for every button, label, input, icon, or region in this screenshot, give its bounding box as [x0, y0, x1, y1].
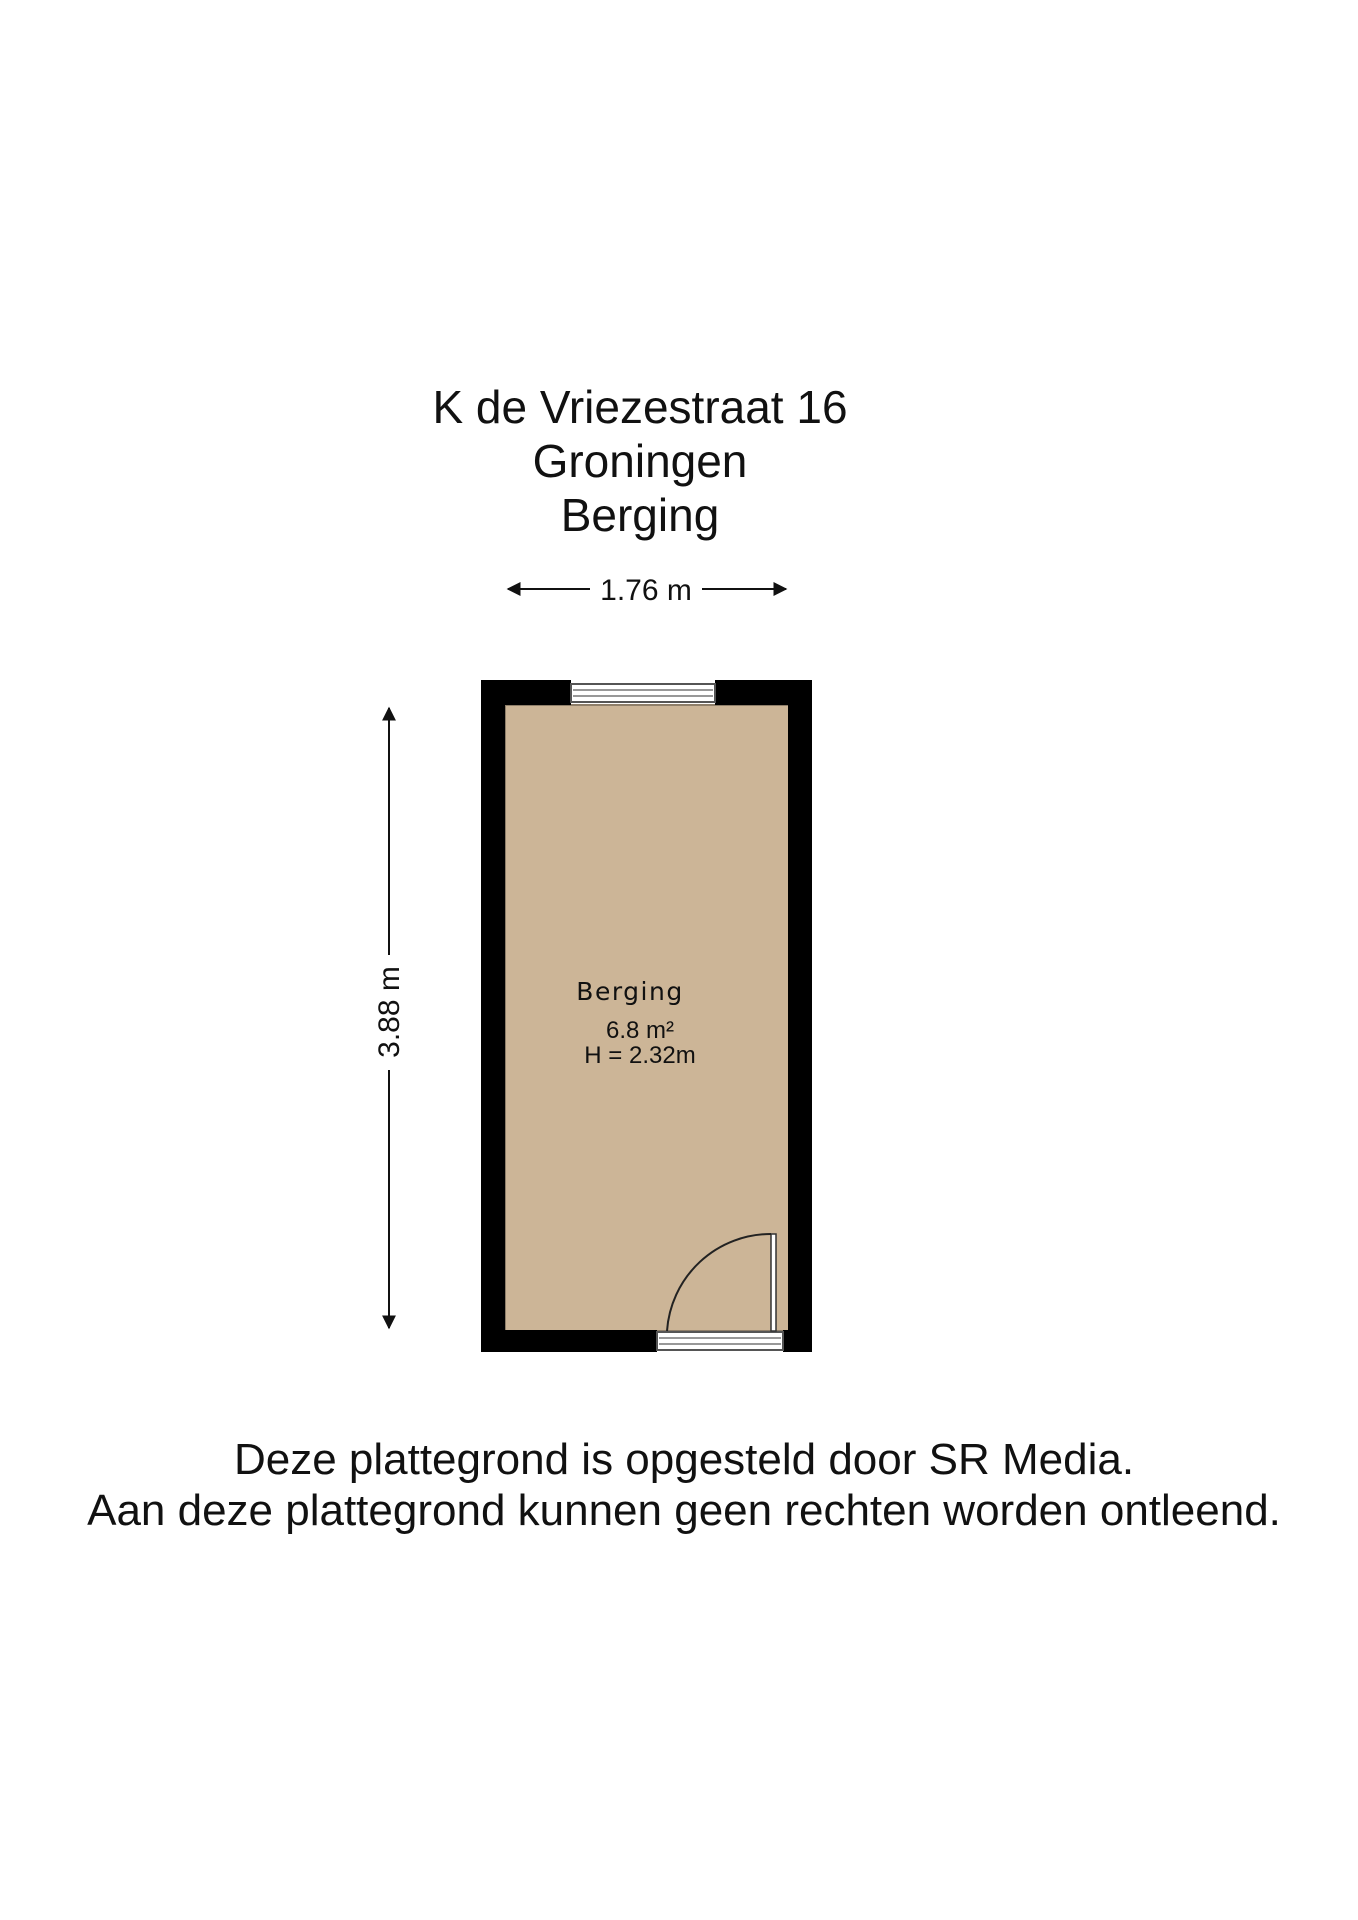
height-dimension-label: 3.88 m [373, 966, 406, 1058]
room-area: 6.8 m² [605, 1017, 675, 1044]
wall-left [481, 680, 505, 1352]
width-dimension-label: 1.76 m [600, 574, 692, 607]
disclaimer [0, 1434, 1358, 1536]
disclaimer-line-1: Deze plattegrond is opgesteld door SR Media. [233, 1435, 1135, 1484]
room-name: Berging [576, 977, 684, 1006]
wall-bottom-left [481, 1330, 657, 1352]
width-dimension [508, 574, 786, 607]
disclaimer-line-2: Aan deze plattegrond kunnen geen rechten worden ontleend. [87, 1486, 1281, 1535]
wall-bottom-right [783, 1330, 812, 1352]
city-title: Groningen [532, 435, 748, 487]
door-threshold [657, 1332, 783, 1350]
wall-right [788, 680, 812, 1352]
floor-title: Berging [560, 489, 720, 541]
door-leaf [771, 1234, 776, 1331]
window-frame [571, 684, 715, 702]
room-ceiling-height: H = 2.32m [584, 1042, 696, 1069]
height-dimension [373, 708, 406, 1328]
address-title: K de Vriezestraat 16 [432, 381, 848, 433]
window [571, 684, 715, 702]
